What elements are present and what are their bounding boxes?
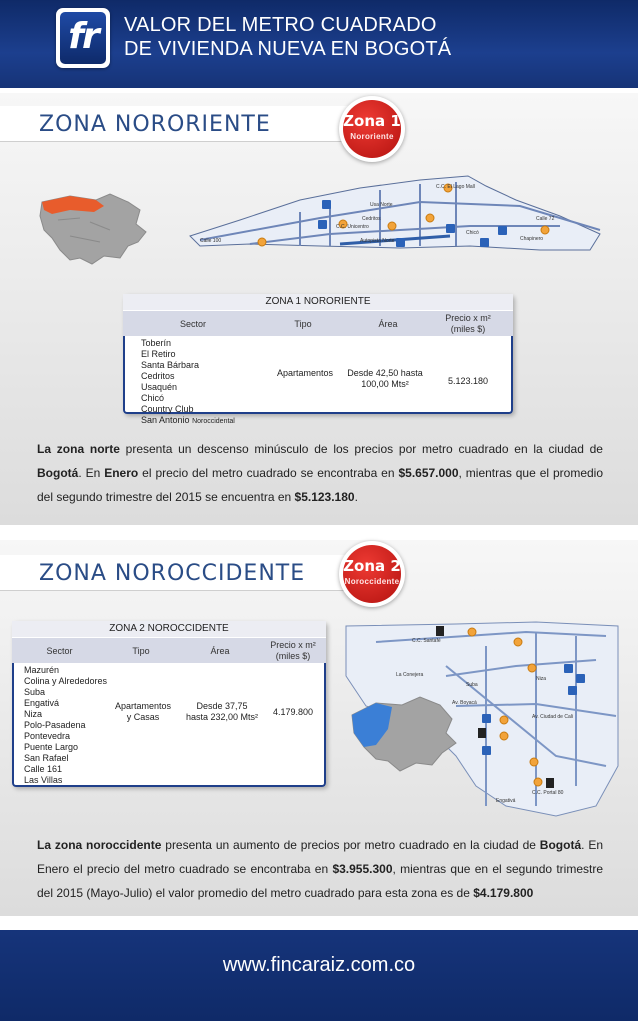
text-strong: $4.179.800 xyxy=(473,886,534,900)
header-precio xyxy=(260,638,326,664)
map-label-santafe: C.C. Santafé xyxy=(412,638,441,644)
list-item: Colina y Alrededores xyxy=(24,676,108,686)
list-item: Chicó xyxy=(141,393,165,403)
map-label-cedritos: Cedritos xyxy=(362,216,381,222)
zone1-table-body xyxy=(123,336,513,425)
zone2-sector-list xyxy=(24,665,107,786)
map-label-lago-mall: C.C. El Lago Mall xyxy=(436,184,475,190)
map-label-engativa: Engativá xyxy=(496,798,516,804)
text-strong: $5.123.180 xyxy=(294,490,355,504)
list-item xyxy=(141,415,235,427)
header-precio-line1: Precio x m² xyxy=(270,640,316,650)
zone2-price-table xyxy=(12,621,326,787)
zone1-price-table xyxy=(123,294,513,425)
header-tipo: Tipo xyxy=(294,319,312,329)
zone1-area-line1: Desde 42,50 hasta xyxy=(347,368,423,378)
text-run: presenta un descenso minúsculo de los precios por metro cuadrado en la ciudad de xyxy=(119,442,603,456)
zone1-heading-bar xyxy=(0,106,355,142)
sector-name: San Antonio xyxy=(141,415,190,425)
zone1-badge-sub: Nororiente xyxy=(350,132,394,141)
zone2-tipo xyxy=(109,701,177,723)
zone1-table-header xyxy=(123,310,513,336)
map-label-calle-100: Calle 100 xyxy=(200,238,222,244)
map-label-chico: Chicó xyxy=(466,230,479,236)
page-footer xyxy=(0,930,638,1021)
map-label-niza: Niza xyxy=(536,676,547,682)
zone2-precio: 4.179.800 xyxy=(272,707,314,717)
map-label-av-cali: Av. Ciudad de Cali xyxy=(532,714,573,720)
list-item: Suba xyxy=(24,687,46,697)
header-sector: Sector xyxy=(179,319,206,329)
list-item: Calle 161 xyxy=(24,764,63,774)
fincaraiz-logo[interactable] xyxy=(56,8,110,68)
map-label-calle-72: Calle 72 xyxy=(536,216,555,222)
text-strong: Bogotá xyxy=(539,838,582,852)
zone2-badge-sub: Noroccidente xyxy=(344,577,400,586)
text-run: presenta un aumento de precios por metro cuadrado en la ciudad de xyxy=(161,838,540,852)
header-sector: Sector xyxy=(46,646,73,656)
text-strong: $5.657.000 xyxy=(398,466,459,480)
zone2-heading: ZONA NOROCCIDENTE xyxy=(39,561,306,586)
zone1-tipo: Apartamentos xyxy=(276,368,334,378)
text-run: el precio del metro cuadrado se encontraba en xyxy=(138,466,399,480)
zone1-table-caption: ZONA 1 NORORIENTE xyxy=(123,294,513,310)
list-item: Country Club xyxy=(141,404,194,414)
zone2-locator-map xyxy=(336,685,466,775)
text-run: , mientras que en el segundo trimestre del 2015 (Mayo-Julio) el valor promedio del metro cuadrado para esta zona es de xyxy=(37,862,603,900)
zone1-badge-label: Zona 1 xyxy=(343,112,401,130)
map-label-av-boyaca: Av. Boyacá xyxy=(452,700,477,706)
list-item: Cedritos xyxy=(141,371,175,381)
text-strong: Bogotá xyxy=(37,466,79,480)
zone1-badge xyxy=(339,96,405,162)
list-item: Niza xyxy=(24,709,43,719)
map-label-autopista: Autopista Norte xyxy=(360,238,395,244)
list-item: Pontevedra xyxy=(24,731,71,741)
text-run: , mientras que el promedio del segundo trimestre del 2015 se encuentra en xyxy=(37,466,604,504)
zone2-tipo-line1: Apartamentos xyxy=(114,701,172,711)
zone1-sector-list xyxy=(141,338,235,427)
zone2-badge xyxy=(339,541,405,607)
zone2-area-line2: hasta 232,00 Mts² xyxy=(185,712,259,722)
footer-website-link[interactable]: www.fincaraiz.com.co xyxy=(222,954,416,976)
page-header xyxy=(0,0,638,88)
zone2-heading-bar xyxy=(0,555,347,591)
list-item: Engativá xyxy=(24,698,60,708)
map-label-usa-norte: Usa Norte xyxy=(370,202,393,208)
map-label-suba: Suba xyxy=(466,682,478,688)
header-area: Área xyxy=(210,646,230,656)
text-strong: Enero xyxy=(104,466,139,480)
list-item: Polo-Pasadena xyxy=(24,720,86,730)
list-item: Puente Largo xyxy=(24,742,79,752)
zone1-description xyxy=(37,437,603,509)
text-run: . En Enero el precio del metro cuadrado se encontraba en xyxy=(37,838,603,876)
list-item: Mazurén xyxy=(24,665,60,675)
header-precio-line2: (miles $) xyxy=(275,651,311,661)
zone2-table-header xyxy=(12,637,326,663)
map-label-portal80: C.C. Portal 80 xyxy=(532,790,564,796)
sector-note: Noroccidental xyxy=(192,418,235,425)
map-label-unicentro: C.C. Unicentro xyxy=(336,224,369,230)
zone2-area xyxy=(174,701,270,723)
list-item: Santa Bárbara xyxy=(141,360,200,370)
text-strong: La zona norte xyxy=(37,442,120,456)
text-strong: $3.955.300 xyxy=(332,862,393,876)
zone1-precio: 5.123.180 xyxy=(447,376,489,386)
zone1-heading: ZONA NORORIENTE xyxy=(39,112,271,137)
list-item: Las Villas xyxy=(24,775,63,785)
map-label-conejera: La Conejera xyxy=(396,672,424,678)
zone2-table-caption: ZONA 2 NOROCCIDENTE xyxy=(12,621,326,637)
text-run: . xyxy=(354,490,358,504)
zone2-table-body xyxy=(12,663,326,787)
header-precio-line1: Precio x m² xyxy=(445,313,491,323)
header-area: Área xyxy=(378,319,398,329)
text-strong: La zona noroccidente xyxy=(37,838,162,852)
page-title-line2: DE VIVIENDA NUEVA EN BOGOTÁ xyxy=(124,38,452,60)
list-item: Usaquén xyxy=(141,382,178,392)
map-label-chapinero: Chapinero xyxy=(520,236,544,242)
header-precio xyxy=(423,311,513,337)
logo-text: fr xyxy=(60,12,106,64)
zone1-area-line2: 100,00 Mts² xyxy=(361,379,409,389)
zone1-street-map xyxy=(0,160,638,270)
zone2-badge-label: Zona 2 xyxy=(343,557,401,575)
zone1-area xyxy=(335,368,435,390)
list-item: El Retiro xyxy=(141,349,176,359)
zone2-area-line1: Desde 37,75 xyxy=(196,701,248,711)
zone2-tipo-line2: y Casas xyxy=(126,712,160,722)
zone2-description xyxy=(37,833,603,905)
text-run: . En xyxy=(78,466,105,480)
list-item: Toberín xyxy=(141,338,172,348)
header-tipo: Tipo xyxy=(132,646,150,656)
list-item: San Rafael xyxy=(24,753,69,763)
header-precio-line2: (miles $) xyxy=(450,324,486,334)
page-title-line1: VALOR DEL METRO CUADRADO xyxy=(124,14,437,36)
